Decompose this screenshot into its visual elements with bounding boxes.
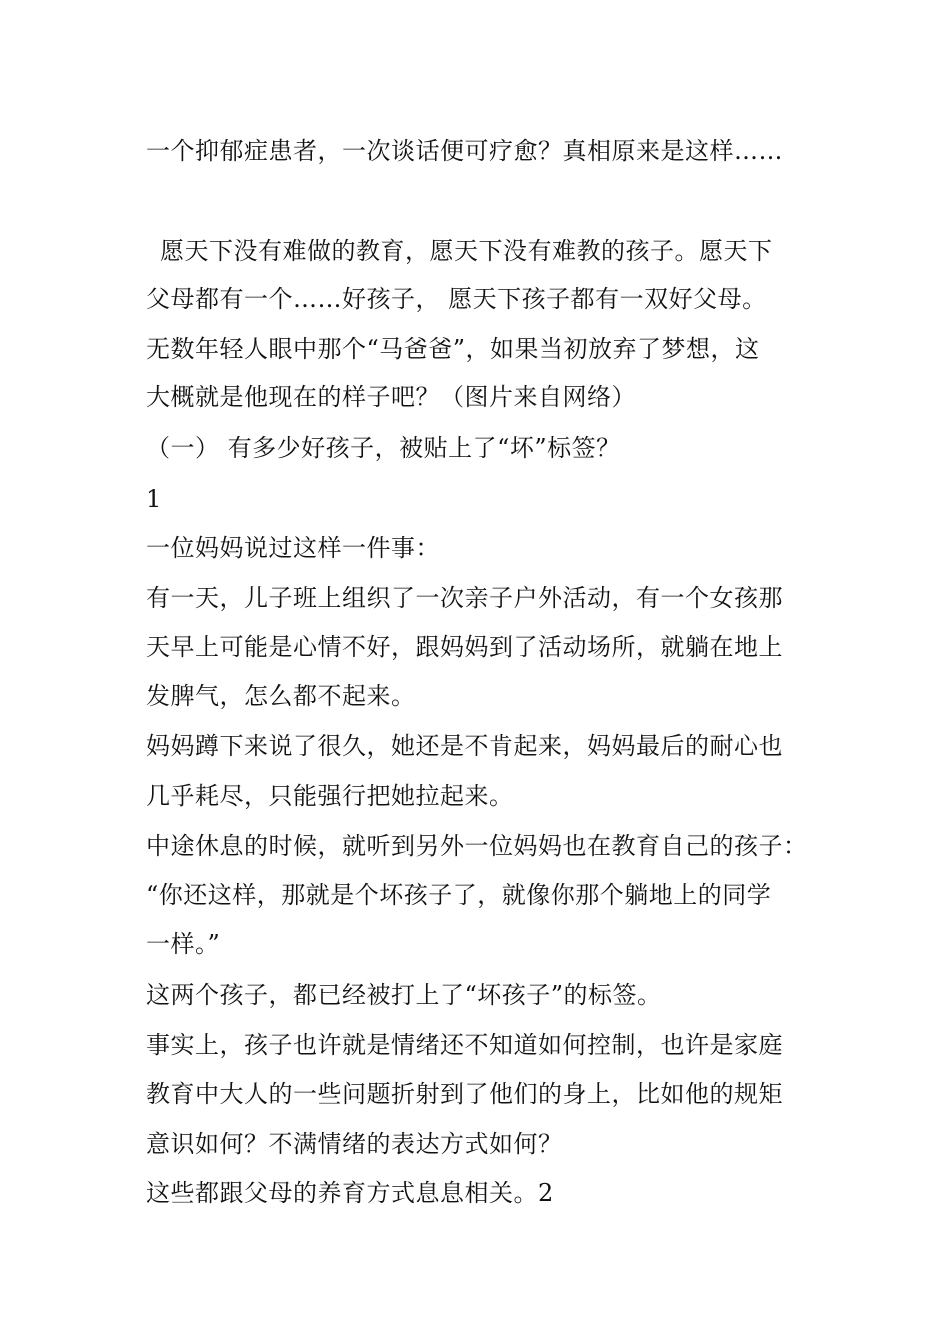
paragraph-line: 父母都有一个……好孩子， 愿天下孩子都有一双好父母。: [146, 285, 767, 313]
paragraph-line: “你还这样，那就是个坏孩子了，就像你那个躺地上的同学: [146, 881, 772, 909]
paragraph-line: 教育中大人的一些问题折射到了他们的身上，比如他的规矩: [146, 1080, 783, 1108]
paragraph-line: 天早上可能是心情不好，跟妈妈到了活动场所，就躺在地上: [146, 633, 783, 661]
paragraph-line: 几乎耗尽，只能强行把她拉起来。: [146, 782, 514, 810]
section-number: 1: [146, 485, 162, 513]
paragraph-line: 愿天下没有难做的教育，愿天下没有难教的孩子。愿天下: [160, 237, 773, 265]
paragraph-line: 一样。”: [146, 930, 221, 958]
paragraph-line: 无数年轻人眼中那个“马爸爸”，如果当初放弃了梦想，这: [146, 335, 760, 363]
paragraph-line: 意识如何？不满情绪的表达方式如何？: [146, 1130, 563, 1158]
paragraph-line: 有一天，儿子班上组织了一次亲子户外活动，有一个女孩那: [146, 584, 783, 612]
paragraph-line: 发脾气，怎么都不起来。: [146, 682, 416, 710]
document-title: 一个抑郁症患者，一次谈话便可疗愈？真相原来是这样……: [146, 137, 783, 165]
paragraph-line: 妈妈蹲下来说了很久，她还是不肯起来，妈妈最后的耐心也: [146, 732, 783, 760]
paragraph-line: 一位妈妈说过这样一件事：: [146, 534, 440, 562]
paragraph-line: 这些都跟父母的养育方式息息相关。2: [146, 1179, 554, 1207]
paragraph-line: 大概就是他现在的样子吧？（图片来自网络）: [146, 383, 636, 411]
section-heading: （一） 有多少好孩子，被贴上了“坏”标签？: [146, 434, 621, 462]
paragraph-line: 这两个孩子，都已经被打上了“坏孩子”的标签。: [146, 981, 662, 1009]
paragraph-line: 中途休息的时候，就听到另外一位妈妈也在教育自己的孩子：: [146, 832, 808, 860]
paragraph-line: 事实上，孩子也许就是情绪还不知道如何控制，也许是家庭: [146, 1031, 783, 1059]
